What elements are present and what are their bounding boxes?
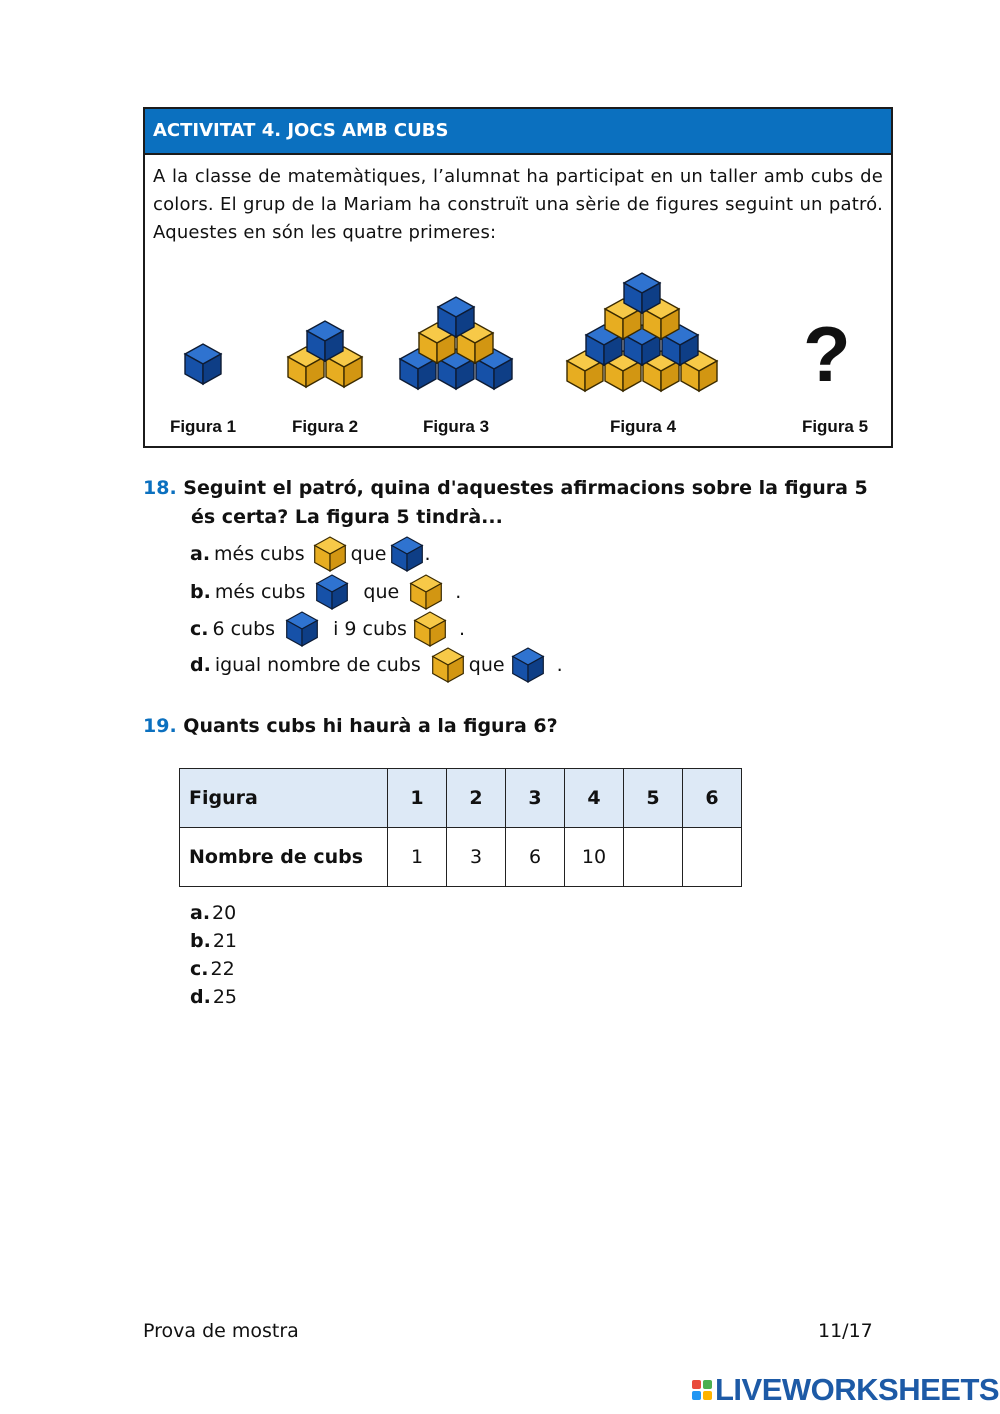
option-text: .: [455, 581, 462, 603]
option-text: 6 cubs: [212, 618, 276, 640]
footer-label: Prova de mostra: [143, 1320, 299, 1342]
figure-3-image: [398, 295, 516, 391]
question-number: 19.: [143, 715, 177, 737]
option-text: .: [556, 654, 563, 676]
blue-cube-icon: [511, 646, 545, 684]
figure-5-question-mark: ?: [803, 310, 851, 398]
brand-logo[interactable]: [692, 1372, 999, 1408]
table-cell: 1: [388, 769, 447, 828]
option-letter: c.: [190, 618, 209, 640]
answer-b[interactable]: [190, 927, 237, 955]
figure-label: Figura 3: [422, 417, 490, 436]
option-d[interactable]: [190, 647, 563, 683]
blue-cube-icon: [315, 573, 349, 611]
liveworksheets-logo-icon: [692, 1380, 712, 1400]
option-text: i 9 cubs: [333, 618, 407, 640]
figure-4-image: [565, 271, 721, 393]
table-cell: 1: [388, 828, 447, 887]
page-number: 11/17: [818, 1320, 873, 1342]
option-c[interactable]: [190, 611, 465, 647]
question-text: Quants cubs hi haurà a la figura 6?: [183, 715, 558, 737]
table-cell: 3: [447, 828, 506, 887]
table-header-row: [180, 769, 742, 828]
activity-intro: A la classe de matemàtiques, l’alumnat ha participat en un taller amb cubs de colors. El grup de la Mariam ha construït una sèrie de figures seguint un patró. Aquestes en són les quatre primeres:: [153, 166, 883, 243]
answer-d[interactable]: [190, 983, 237, 1011]
answer-letter: a.: [190, 902, 211, 924]
option-letter: b.: [190, 581, 211, 603]
table-cell: 2: [447, 769, 506, 828]
figure-2-image: [286, 319, 366, 389]
question-text-line2: és certa? La figura 5 tindrà...: [191, 506, 503, 528]
yellow-cube-icon: [413, 610, 447, 648]
figure-1-image: [183, 342, 223, 386]
option-b[interactable]: [190, 574, 461, 610]
option-text: que: [363, 581, 400, 603]
cubes-table: [179, 768, 742, 887]
answer-letter: b.: [190, 930, 211, 952]
figure-label: Figura 5: [801, 417, 869, 436]
table-row: [180, 828, 742, 887]
answer-a[interactable]: [190, 899, 236, 927]
figure-row: [145, 279, 891, 444]
answer-c[interactable]: [190, 955, 235, 983]
blue-cube-icon: [390, 535, 424, 573]
table-cell-blank[interactable]: [683, 828, 742, 887]
answer-value: 22: [210, 958, 235, 980]
option-a[interactable]: [190, 536, 430, 572]
yellow-cube-icon: [409, 573, 443, 611]
option-text: .: [458, 618, 466, 640]
table-cell: 6: [683, 769, 742, 828]
yellow-cube-icon: [313, 535, 347, 573]
option-text: que: [468, 654, 505, 676]
brand-name: LIVEWORKSHEETS: [715, 1372, 1000, 1407]
answer-value: 20: [212, 902, 237, 924]
question-text: Seguint el patró, quina d'aquestes afirmacions sobre la figura 5: [183, 477, 868, 499]
answer-letter: d.: [190, 986, 211, 1008]
option-text: més cubs: [214, 543, 305, 565]
option-letter: d.: [190, 654, 211, 676]
figure-label: Figura 4: [609, 417, 677, 436]
table-cell: 3: [506, 769, 565, 828]
table-cell: 4: [565, 769, 624, 828]
option-text: igual nombre de cubs: [214, 654, 421, 676]
table-row-label: Figura: [180, 769, 388, 828]
activity-box: [143, 107, 893, 448]
table-cell-blank[interactable]: [624, 828, 683, 887]
table-cell: 6: [506, 828, 565, 887]
question-19: [143, 712, 558, 741]
table-cell: 5: [624, 769, 683, 828]
figure-label: Figura 2: [291, 417, 359, 436]
yellow-cube-icon: [431, 646, 465, 684]
option-text: que: [350, 543, 387, 565]
blue-cube-icon: [285, 610, 319, 648]
option-letter: a.: [190, 543, 211, 565]
figure-label: Figura 1: [169, 417, 237, 436]
activity-title: ACTIVITAT 4. JOCS AMB CUBS: [145, 109, 891, 155]
table-row-label: Nombre de cubs: [180, 828, 388, 887]
question-18: [143, 474, 923, 532]
option-text: .: [424, 543, 431, 565]
answer-value: 21: [212, 930, 238, 952]
answer-value: 25: [212, 986, 238, 1008]
question-number: 18.: [143, 477, 177, 499]
table-cell: 10: [565, 828, 624, 887]
option-text: més cubs: [214, 581, 306, 603]
answer-letter: c.: [190, 958, 209, 980]
